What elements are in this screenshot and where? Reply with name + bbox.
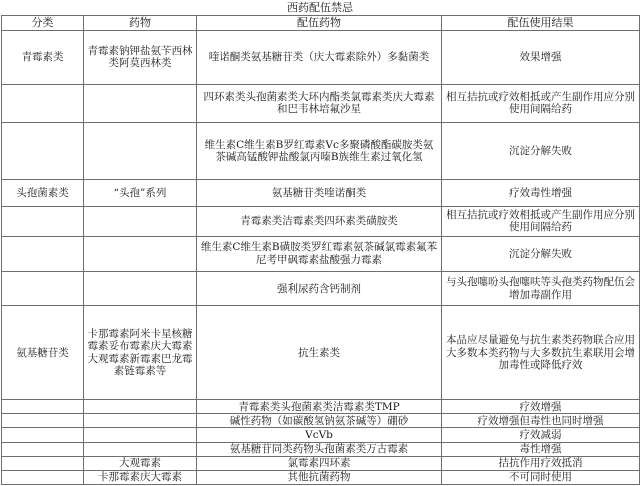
table-row [2, 272, 640, 306]
combination-cell: 四环素类头孢菌素类大环内酯类氯霉素类庆大霉素和巴韦林培氟沙星 [197, 84, 442, 122]
result-cell: 相互拮抗或疗效相抵或产生副作用应分别使用间隔给药 [442, 206, 640, 236]
result-cell: 疗效增强但毒性也同时增强 [442, 414, 640, 428]
combination-cell: 氨基糖苷同类药物头孢菌素类万古霉素 [197, 442, 442, 456]
combination-cell: 维生素C维生素B罗红霉素Vc多聚磷酸酯碳胺类氨茶碱高锰酸钾盐酸氯丙嗪B族维生素过氧化氢 [197, 122, 442, 179]
result-cell: 沉淀分解失败 [442, 236, 640, 271]
table-row [2, 428, 640, 442]
combination-cell: 喹诺酮类氨基糖苷类（庆大霉素除外）多黏菌类 [197, 31, 442, 84]
result-cell: 沉淀分解失败 [442, 122, 640, 179]
result-cell: 相互拮抗或疗效相抵或产生副作用应分别使用间隔给药 [442, 84, 640, 122]
table-row [2, 180, 640, 206]
drug-cell [84, 400, 197, 414]
result-cell: 本品应尽量避免与抗生素类药物联合应用大多数本类药物与大多数抗生素联用会增加毒性或降低疗效 [442, 306, 640, 400]
table-row [2, 306, 640, 400]
category-cell: 头孢菌素类 [2, 180, 84, 206]
category-cell [2, 456, 84, 470]
combination-cell: 抗生素类 [197, 306, 442, 400]
header-drug: 药物 [84, 16, 197, 31]
category-cell [2, 84, 84, 122]
category-cell [2, 414, 84, 428]
combination-cell: VcVb [197, 428, 442, 442]
category-cell [2, 206, 84, 236]
category-cell [2, 428, 84, 442]
result-cell: 拮抗作用疗效抵消 [442, 456, 640, 470]
drug-cell [84, 428, 197, 442]
category-cell [2, 400, 84, 414]
drug-cell [84, 236, 197, 271]
table-title: 西药配伍禁忌 [287, 1, 353, 14]
drug-cell: 青霉素钠钾盐氨苄西林类阿莫西林类 [84, 31, 197, 84]
category-cell [2, 470, 84, 484]
result-cell: 疗效减弱 [442, 428, 640, 442]
drug-cell: 卡那霉素庆大霉素 [84, 470, 197, 484]
category-cell [2, 442, 84, 456]
drug-cell [84, 414, 197, 428]
category-cell: 青霉素类 [2, 31, 84, 84]
table-row [2, 400, 640, 414]
table-row [2, 456, 640, 470]
result-cell: 毒性增强 [442, 442, 640, 456]
combination-cell: 青霉素类洁霉素类四环素类磺胺类 [197, 206, 442, 236]
drug-cell: “头孢”系列 [84, 180, 197, 206]
drug-cell [84, 442, 197, 456]
combination-cell: 青霉素类头孢菌素类洁霉素类TMP [197, 400, 442, 414]
header-category: 分类 [2, 16, 84, 31]
combination-cell: 氯霉素四环素 [197, 456, 442, 470]
result-cell: 不可同时使用 [442, 470, 640, 484]
header-row [2, 16, 640, 31]
table-row [2, 122, 640, 179]
combination-cell: 碱性药物（如碳酸氢钠氨茶碱等）硼砂 [197, 414, 442, 428]
combination-cell: 氨基糖苷类喹诺酮类 [197, 180, 442, 206]
result-cell: 与头孢噻吩头孢噻呋等头孢类药物配伍会增加毒副作用 [442, 272, 640, 306]
result-cell: 疗效增强 [442, 400, 640, 414]
drug-cell: 卡那霉素阿米卡星核糖霉素妥布霉素庆大霉素大观霉素新霉素巴龙霉素链霉素等 [84, 306, 197, 400]
drug-cell [84, 84, 197, 122]
table-row [2, 84, 640, 122]
category-cell [2, 272, 84, 306]
table-row [2, 442, 640, 456]
drug-incompatibility-table [1, 15, 640, 485]
result-cell: 疗效毒性增强 [442, 180, 640, 206]
category-cell [2, 122, 84, 179]
table-row [2, 414, 640, 428]
combination-cell: 强利尿药含钙制剂 [197, 272, 442, 306]
combination-cell: 其他抗菌药物 [197, 470, 442, 484]
drug-cell [84, 122, 197, 179]
table-row [2, 206, 640, 236]
table-row [2, 236, 640, 271]
table-row [2, 31, 640, 84]
category-cell [2, 236, 84, 271]
category-cell: 氨基糖苷类 [2, 306, 84, 400]
drug-cell [84, 206, 197, 236]
table-row [2, 470, 640, 484]
drug-cell [84, 272, 197, 306]
header-combination: 配伍药物 [197, 16, 442, 31]
combination-cell: 维生素C维生素B磺胺类罗红霉素氨茶碱氯霉素氟苯尼考甲砜霉素盐酸强力霉素 [197, 236, 442, 271]
header-result: 配伍使用结果 [442, 16, 640, 31]
drug-cell: 大观霉素 [84, 456, 197, 470]
result-cell: 效果增强 [442, 31, 640, 84]
